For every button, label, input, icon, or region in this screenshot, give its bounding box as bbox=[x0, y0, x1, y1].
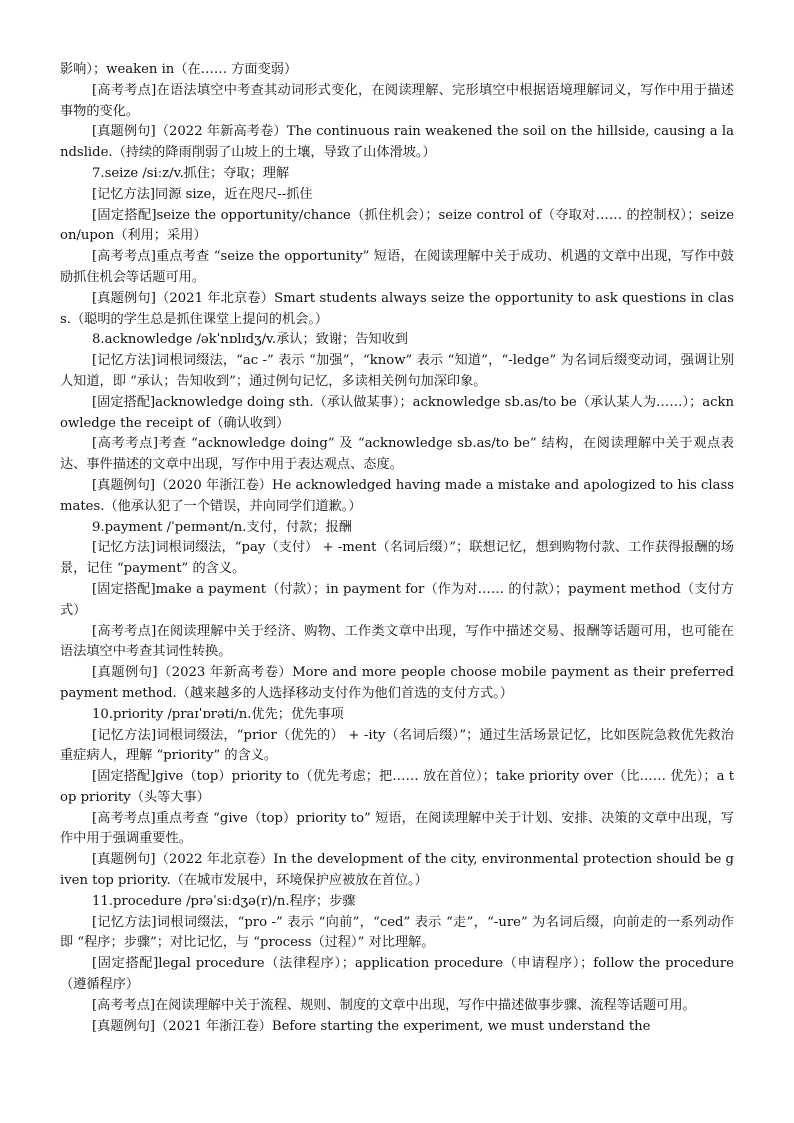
word-entry-heading: 7.seize /siːz/v.抓住；夺取；理解 bbox=[92, 165, 290, 181]
collocation-paragraph: [固定搭配]legal procedure（法律程序）；application procedure（申请程序）；follow the procedure（遵循程序） bbox=[60, 956, 734, 993]
example-sentence-paragraph: [真题例句]（2022 年北京卷）In the development of the city, environmental protection should be given top priority.（在城市发展中，环境保护应被放在首位。） bbox=[60, 852, 734, 889]
exam-point-paragraph: [高考考点]重点考查 “seize the opportunity” 短语，在阅读理解中关于成功、机遇的文章中出现，写作中鼓励抓住机会等话题可用。 bbox=[60, 249, 734, 285]
paragraph: 影响）；weaken in（在…… 方面变弱） bbox=[60, 62, 298, 77]
collocation-paragraph: [固定搭配]make a payment（付款）；in payment for（作为对…… 的付款）；payment method（支付方式） bbox=[60, 581, 734, 618]
exam-point-paragraph: [高考考点]在阅读理解中关于流程、规则、制度的文章中出现，写作中描述做事步骤、流程等话题可用。 bbox=[92, 997, 696, 1013]
example-sentence-paragraph: [真题例句]（2022 年新高考卷）The continuous rain weakened the soil on the hillside, causing a landslide.（持续的降雨削弱了山坡上的土壤，导致了山体滑坡。） bbox=[60, 124, 734, 161]
collocation-paragraph: [固定搭配]acknowledge doing sth.（承认做某事）；acknowledge sb.as/to be（承认某人为……）；acknowledge the receipt of（确认收到） bbox=[60, 394, 734, 431]
collocation-paragraph: [固定搭配]give（top）priority to（优先考虑；把…… 放在首位）；take priority over（比…… 优先）；a top priority（头等大事） bbox=[60, 769, 734, 805]
exam-point-paragraph: [高考考点]重点考查 “give（top）priority to” 短语，在阅读理解中关于计划、安排、决策的文章中出现，写作中用于强调重要性。 bbox=[60, 810, 734, 847]
word-entry-heading: 8.acknowledge /əkˈnɒlɪdʒ/v.承认；致谢；告知收到 bbox=[92, 332, 408, 348]
example-sentence-paragraph: [真题例句]（2021 年浙江卷）Before starting the experiment, we must understand the bbox=[92, 1018, 651, 1034]
memory-method-paragraph: [记忆方法]词根词缀法，“prior（优先的） + -ity（名词后缀）”；通过生活场景记忆，比如医院急救优先救治重症病人，理解 “priority” 的含义。 bbox=[60, 727, 734, 764]
example-sentence-paragraph: [真题例句]（2021 年北京卷）Smart students always seize the opportunity to ask questions in class.（聪明的学生总是抓住课堂上提问的机会。） bbox=[60, 290, 734, 327]
exam-point-paragraph: [高考考点]在阅读理解中关于经济、购物、工作类文章中出现，写作中描述交易、报酬等话题可用，也可能在语法填空中考查其词性转换。 bbox=[60, 623, 734, 660]
word-entry-heading: 11.procedure /prəˈsiːdʒə(r)/n.程序；步骤 bbox=[92, 893, 356, 909]
word-entry-heading: 9.payment /ˈpeɪmənt/n.支付，付款；报酬 bbox=[92, 519, 352, 535]
memory-method-paragraph: [记忆方法]词根词缀法，“pay（支付） + -ment（名词后缀）”；联想记忆，想到购物付款、工作获得报酬的场景，记住 “payment” 的含义。 bbox=[60, 540, 734, 577]
memory-method-paragraph: [记忆方法]词根词缀法，“ac -” 表示 “加强”，“know” 表示 “知道”，“-ledge” 为名词后缀变动词，强调让别人知道，即 “承认；告知收到”；通过例句记忆，多读相关例句加深印象。 bbox=[60, 353, 734, 389]
example-sentence-paragraph: [真题例句]（2023 年新高考卷）More and more people choose mobile payment as their preferred payment method.（越来越多的人选择移动支付作为他们首选的支付方式。） bbox=[60, 665, 734, 701]
memory-method-paragraph: [记忆方法]词根词缀法，“pro -” 表示 “向前”，“ced” 表示 “走”，“-ure” 为名词后缀，向前走的一系列动作即 “程序；步骤”；对比记忆，与 “process（过程）” 对比理解。 bbox=[60, 914, 735, 951]
memory-method-paragraph: [记忆方法]同源 size，近在咫尺--抓住 bbox=[92, 186, 313, 202]
exam-point-paragraph: [高考考点]在语法填空中考查其动词形式变化，在阅读理解、完形填空中根据语境理解词义，写作中用于描述事物的变化。 bbox=[60, 82, 734, 119]
example-sentence-paragraph: [真题例句]（2020 年浙江卷）He acknowledged having made a mistake and apologized to his classmates.（他承认犯了一个错误，并向同学们道歉。） bbox=[60, 477, 734, 514]
collocation-paragraph: [固定搭配]seize the opportunity/chance（抓住机会）；seize control of（夺取对…… 的控制权）；seize on/upon（利用；采用） bbox=[60, 207, 734, 244]
exam-point-paragraph: [高考考点]考查 “acknowledge doing” 及 “acknowledge sb.as/to be” 结构，在阅读理解中关于观点表达、事件描述的文章中出现，写作中用于表达观点、态度。 bbox=[60, 436, 734, 473]
word-entry-heading: 10.priority /praɪˈɒrəti/n.优先；优先事项 bbox=[92, 706, 344, 722]
